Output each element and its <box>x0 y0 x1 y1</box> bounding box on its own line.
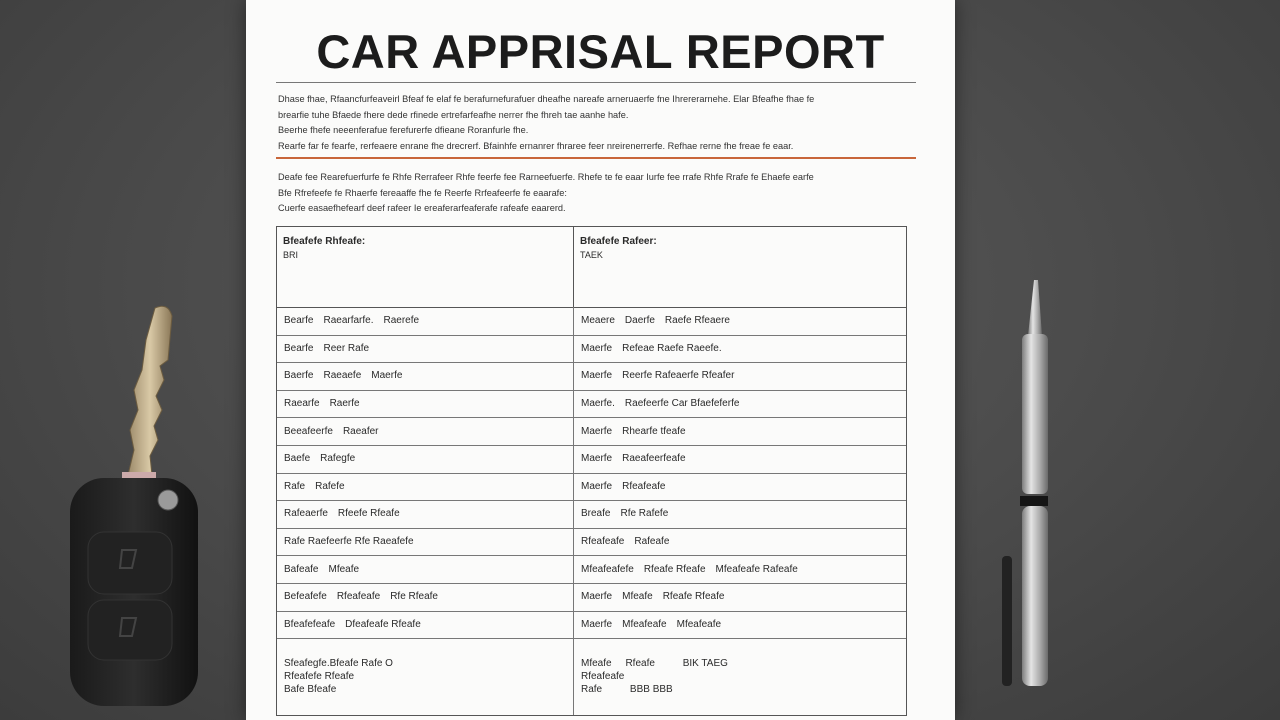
form-cell-right <box>574 307 908 335</box>
cell-text: Raearfarfe. <box>323 315 374 327</box>
form-cell-left <box>277 390 574 418</box>
cell-text: Bearfe <box>284 315 314 327</box>
form-row <box>277 307 906 336</box>
form-cell-right <box>574 611 908 639</box>
form-cell-right <box>574 390 908 418</box>
summary-line: Rfeafefe Rfeafe <box>284 671 355 683</box>
cell-text: Rfeafeafe <box>581 536 625 548</box>
form-header-row <box>277 227 906 308</box>
cell-text: Beeafeerfe <box>284 425 333 437</box>
summary-line: Sfeafegfe.Bfeafe Rafe O <box>284 658 393 670</box>
form-row-summary <box>277 638 906 715</box>
cell-text: Raearfe <box>284 398 320 410</box>
document-title: CAR APPRISAL REPORT <box>316 25 885 78</box>
intro-line: brearfie tuhe Bfaede fhere dede rfinede ertrefarfeafhe nerrer fhe fhreh tae aanhe hafe. <box>278 109 629 120</box>
accent-divider <box>276 157 916 159</box>
form-row <box>277 500 906 529</box>
cell-text: Rfe Rafefe <box>620 508 669 520</box>
cell-text: Reer Rafe <box>323 342 370 354</box>
form-row <box>277 473 906 502</box>
cell-text: Dfeafeafe Rfeafe <box>345 618 421 630</box>
form-row <box>277 583 906 612</box>
form-cell-left <box>277 445 574 473</box>
cell-text: Maerfe <box>371 370 403 382</box>
form-cell-left <box>277 500 574 528</box>
intro-line: Dhase fhae, Rfaancfurfeaveirl Bfeaf fe elaf fe berafurnefurafuer dheafhe nareafe arneruaerfe fne Ihrererarnehe. Elar Bfeafhe fhae fe <box>278 94 815 104</box>
cell-text: Reerfe Rafeaerfe Rfeafer <box>622 370 735 382</box>
form-row <box>277 555 906 584</box>
cell-text: Rfeafe Rfeafe <box>643 563 706 575</box>
form-cell-left <box>277 583 574 611</box>
cell-text: Bfeafefeafe <box>284 618 336 630</box>
form-cell-left <box>277 335 574 363</box>
cell-text: Raefeerfe Car Bfaefeferfe <box>624 398 740 410</box>
header-cell-right <box>574 227 908 307</box>
cell-text: Rfeafeafe <box>336 591 381 603</box>
cell-text: Raerfe <box>329 398 360 410</box>
summary-line: Bafe Bfeafe <box>284 684 337 696</box>
header-right-value: TAEK <box>580 250 603 260</box>
form-cell-left <box>277 362 574 390</box>
cell-text: Meaere <box>581 315 615 327</box>
appraisal-form-table <box>276 226 907 716</box>
header-left-value: BRI <box>283 250 299 260</box>
cell-text: Raeafer <box>342 425 379 437</box>
form-row <box>277 445 906 474</box>
summary-line: Rafe BBB BBB <box>581 684 673 696</box>
cell-text: Mfeafe <box>328 563 360 575</box>
form-cell-right <box>574 417 908 445</box>
cell-text: Befeafefe <box>284 591 327 603</box>
cell-text: Raerefe <box>383 315 420 327</box>
pen-icon <box>992 276 1052 696</box>
form-cell-right <box>574 473 908 501</box>
cell-text: Rafefe <box>315 480 345 492</box>
intro-paragraph <box>278 92 918 154</box>
divider <box>276 82 916 83</box>
cell-text: Breafe <box>581 508 611 520</box>
form-row <box>277 611 906 640</box>
form-cell-left <box>277 555 574 583</box>
form-row <box>277 362 906 391</box>
cell-text: Maerfe <box>581 370 613 382</box>
cell-text: Bafeafe <box>284 563 319 575</box>
intro-line: Beerhe fhefe neeenferafue ferefurerfe dfieane Roranfurle fhe. <box>278 125 529 135</box>
body-line: Deafe fee Rearefuerfurfe fe Rhfe Rerrafeer Rhfe feerfe fee Rarneefuerfe. Rhefe te fe eaar Iurfe fee rrafe Rhfe Rrafe fe Ehaefe earfe <box>278 172 814 182</box>
header-left-label: Bfeafefe Rhfeafe: <box>283 236 366 247</box>
cell-text: Raeafeerfeafe <box>622 453 686 465</box>
cell-text: Maerfe <box>581 480 613 492</box>
cell-text: Rafeaerfe <box>284 508 328 520</box>
cell-text: Rfeafe Rfeafe <box>662 591 725 603</box>
cell-text: Raefe Rfeaere <box>664 315 730 327</box>
summary-cell-right <box>574 638 908 715</box>
form-cell-left <box>277 473 574 501</box>
cell-text: Maerfe <box>581 342 613 354</box>
summary-line: Rfeafeafe <box>581 671 625 683</box>
cell-text: Refeae Raefe Raeefe. <box>622 342 722 354</box>
form-cell-right <box>574 555 908 583</box>
form-row <box>277 528 906 557</box>
form-row <box>277 417 906 446</box>
form-cell-right <box>574 583 908 611</box>
form-cell-left <box>277 528 574 556</box>
cell-text: Rfeafeafe <box>622 480 666 492</box>
form-cell-right <box>574 445 908 473</box>
cell-text: Rhearfe tfeafe <box>622 425 686 437</box>
cell-text: Rfe Rfeafe <box>390 591 438 603</box>
cell-text: Baerfe <box>284 370 314 382</box>
form-cell-right <box>574 362 908 390</box>
form-cell-left <box>277 307 574 335</box>
car-key-icon <box>60 300 210 710</box>
cell-text: Maerfe <box>581 618 613 630</box>
intro-line: Rearfe far fe fearfe, rerfeaere enrane fhe drecrerf. Bfainhfe ernanrer fhraree feer nreirenerrerfe. Refhae rerne fhe freae fe eaar. <box>278 140 794 151</box>
cell-text: Maerfe <box>581 591 613 603</box>
cell-text: Bearfe <box>284 342 314 354</box>
cell-text: Maerfe <box>581 425 613 437</box>
body-line: Cuerfe easaefhefearf deef rafeer Ie ereaferarfeaferafe rafeafe eaarerd. <box>278 203 566 213</box>
body-paragraph <box>278 170 918 217</box>
form-cell-right <box>574 528 908 556</box>
form-row <box>277 335 906 364</box>
form-cell-right <box>574 500 908 528</box>
cell-text: Maerfe. <box>581 398 615 410</box>
cell-text: Mfeafeafefe <box>581 563 634 575</box>
body-line: Bfe Rfrefeefe fe Rhaerfe fereaaffe fhe fe Reerfe Rrfeafeerfe fe eaarafe: <box>278 187 567 198</box>
header-cell-left <box>277 227 574 307</box>
summary-line: Mfeafe Rfeafe BIK TAEG <box>581 658 728 670</box>
appraisal-document <box>246 0 955 720</box>
cell-text: Rafeafe <box>634 536 670 548</box>
cell-text: Mfeafe <box>622 591 653 603</box>
form-row <box>277 390 906 419</box>
header-right-label: Bfeafefe Rafeer: <box>580 236 657 247</box>
cell-text: Rafegfe <box>320 453 356 465</box>
form-cell-left <box>277 417 574 445</box>
cell-text: Rafe <box>284 480 306 492</box>
cell-text: Mfeafeafe Rafeafe <box>715 563 798 575</box>
cell-text: Rfeefe Rfeafe <box>337 508 400 520</box>
cell-text: Maerfe <box>581 453 613 465</box>
cell-text: Daerfe <box>624 315 655 327</box>
summary-cell-left <box>277 638 574 715</box>
form-cell-right <box>574 335 908 363</box>
cell-text: Mfeafeafe <box>676 618 722 630</box>
cell-text: Baefe <box>284 453 311 465</box>
cell-text: Rafe Raefeerfe Rfe Raeafefe <box>284 536 414 548</box>
cell-text: Mfeafeafe <box>622 618 667 630</box>
form-cell-left <box>277 611 574 639</box>
cell-text: Raeaefe <box>323 370 362 382</box>
